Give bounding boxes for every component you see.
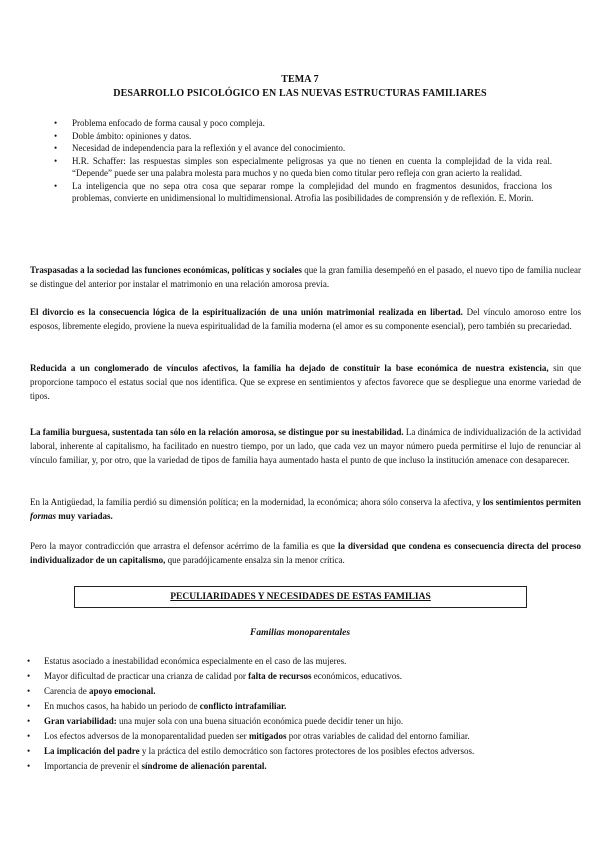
paragraph-emphasis: los sentimientos permiten (482, 497, 581, 507)
list-item: • Necesidad de independencia para la reflexión y el avance del conocimiento. (52, 142, 552, 154)
list-item: • La inteligencia que no sepa otra cosa que separar rompe la complejidad del mundo en fragmentos desunidos, fracciona los problemas, convierte en unidimensional lo multidimensional. Atrofia las posibilidades de comprensión y de reflexión. E. Morin. (52, 180, 552, 204)
paragraph-bourgeois-family (30, 425, 581, 468)
paragraph-contradiction (30, 539, 581, 567)
paragraph-emphasis: la diversidad que condena es consecuencia directa del proceso individualizador de un capitalismo, (30, 541, 581, 566)
list-item: • Estatus asociado a inestabilidad económica especialmente en el caso de las mujeres. (26, 654, 586, 669)
paragraph-functions (30, 263, 581, 291)
paragraph-text: sin que proporcione tampoco el estatus social que nos identifica. Que se exprese en sentimientos y afectos favorece que se despliegue una enorme variedad de tipos. (30, 363, 582, 402)
document-title: TEMA 7 (281, 74, 319, 85)
paragraph-text: En la Antigüedad, la familia perdió su dimensión política; en la modernidad, la económica; ahora sólo conserva la afectiva, y (30, 497, 483, 507)
document-subtitle: DESARROLLO PSICOLÓGICO EN LAS NUEVAS ESTRUCTURAS FAMILIARES (113, 88, 487, 99)
paragraph-emphasis-end: muy variadas. (56, 511, 113, 522)
list-item: • Doble ámbito: opiniones y datos. (52, 130, 552, 142)
section-heading-box: PECULIARIDADES Y NECESIDADES DE ESTAS FAMILIAS (74, 586, 527, 608)
list-item: • Carencia de apoyo emocional. (26, 684, 586, 699)
paragraph-text: La dinámica de individualización de la actividad laboral, inherente al capitalismo, ha facilitado en nuestro tiempo, por un lado, que cada vez un mayor número pueda permitirse el lujo de renunciar al vínculo familiar, y, por otro, que la variedad de tipos de familia haya aumentado hasta el punto de que incluso la institución amenace con desaparecer. (30, 427, 581, 466)
paragraph-emphasis: Reducida a un conglomerado de vínculos afectivos, la familia ha dejado de constituir la base económica de nuestra existencia, (30, 363, 549, 373)
intro-bullet-list (52, 117, 552, 205)
list-item: • Problema enfocado de forma causal y poco compleja. (52, 117, 552, 129)
paragraph-text-end: que paradójicamente ensalza sin la menor crítica. (165, 555, 345, 566)
paragraph-emphasis: Traspasadas a la sociedad las funciones económicas, políticas y sociales (30, 265, 302, 275)
list-item: • La implicación del padre y la práctica del estilo democrático son factores protectores de los posibles efectos adversos. (26, 744, 586, 759)
list-item: • H.R. Schaffer: las respuestas simples son especialmente peligrosas ya que no tienen en cuenta la complejidad de la vida real. “Depende” puede ser una palabra molesta para muchos y no queda bien como titular pero refleja con gran acierto la realidad. (52, 155, 552, 179)
list-item: • Gran variabilidad: una mujer sola con una buena situación económica puede decidir tener un hijo. (26, 714, 586, 729)
paragraph-text: Pero la mayor contradicción que arrastra el defensor acérrimo de la familia es que (30, 541, 338, 551)
list-item: • Mayor dificultad de practicar una crianza de calidad por falta de recursos económicos, educativos. (26, 669, 586, 684)
paragraph-divorce (30, 305, 581, 333)
paragraph-affective-bonds (30, 361, 581, 404)
list-item: • Importancia de prevenir el síndrome de alienación parental. (26, 759, 586, 774)
paragraph-emphasis: La familia burguesa, sustentada tan sólo en la relación amorosa, se distingue por su inestabilidad. (30, 427, 404, 437)
list-item: • Los efectos adversos de la monoparentalidad pueden ser mitigados por otras variables de calidad del entorno familiar. (26, 729, 586, 744)
paragraph-text: Del vínculo amoroso entre los esposos, libremente elegido, proviene la nueva espiritualidad de la familia moderna (el amor es su componente esencial), pero también su precariedad. (30, 307, 581, 332)
single-parent-bullet-list (26, 654, 586, 774)
paragraph-emphasis-italic: formas (30, 511, 57, 522)
list-item: • En muchos casos, ha habido un periodo de conflicto intrafamiliar. (26, 699, 586, 714)
paragraph-emphasis: El divorcio es la consecuencia lógica de la espiritualización de una unión matrimonial realizada en libertad. (30, 307, 463, 317)
paragraph-text: que la gran familia desempeñó en el pasado, el nuevo tipo de familia nuclear se distingue del anterior por instalar el matrimonio en una relación amorosa previa. (30, 265, 581, 290)
paragraph-antiquity (30, 495, 581, 523)
section-subtitle: Familias monoparentales (249, 628, 351, 638)
